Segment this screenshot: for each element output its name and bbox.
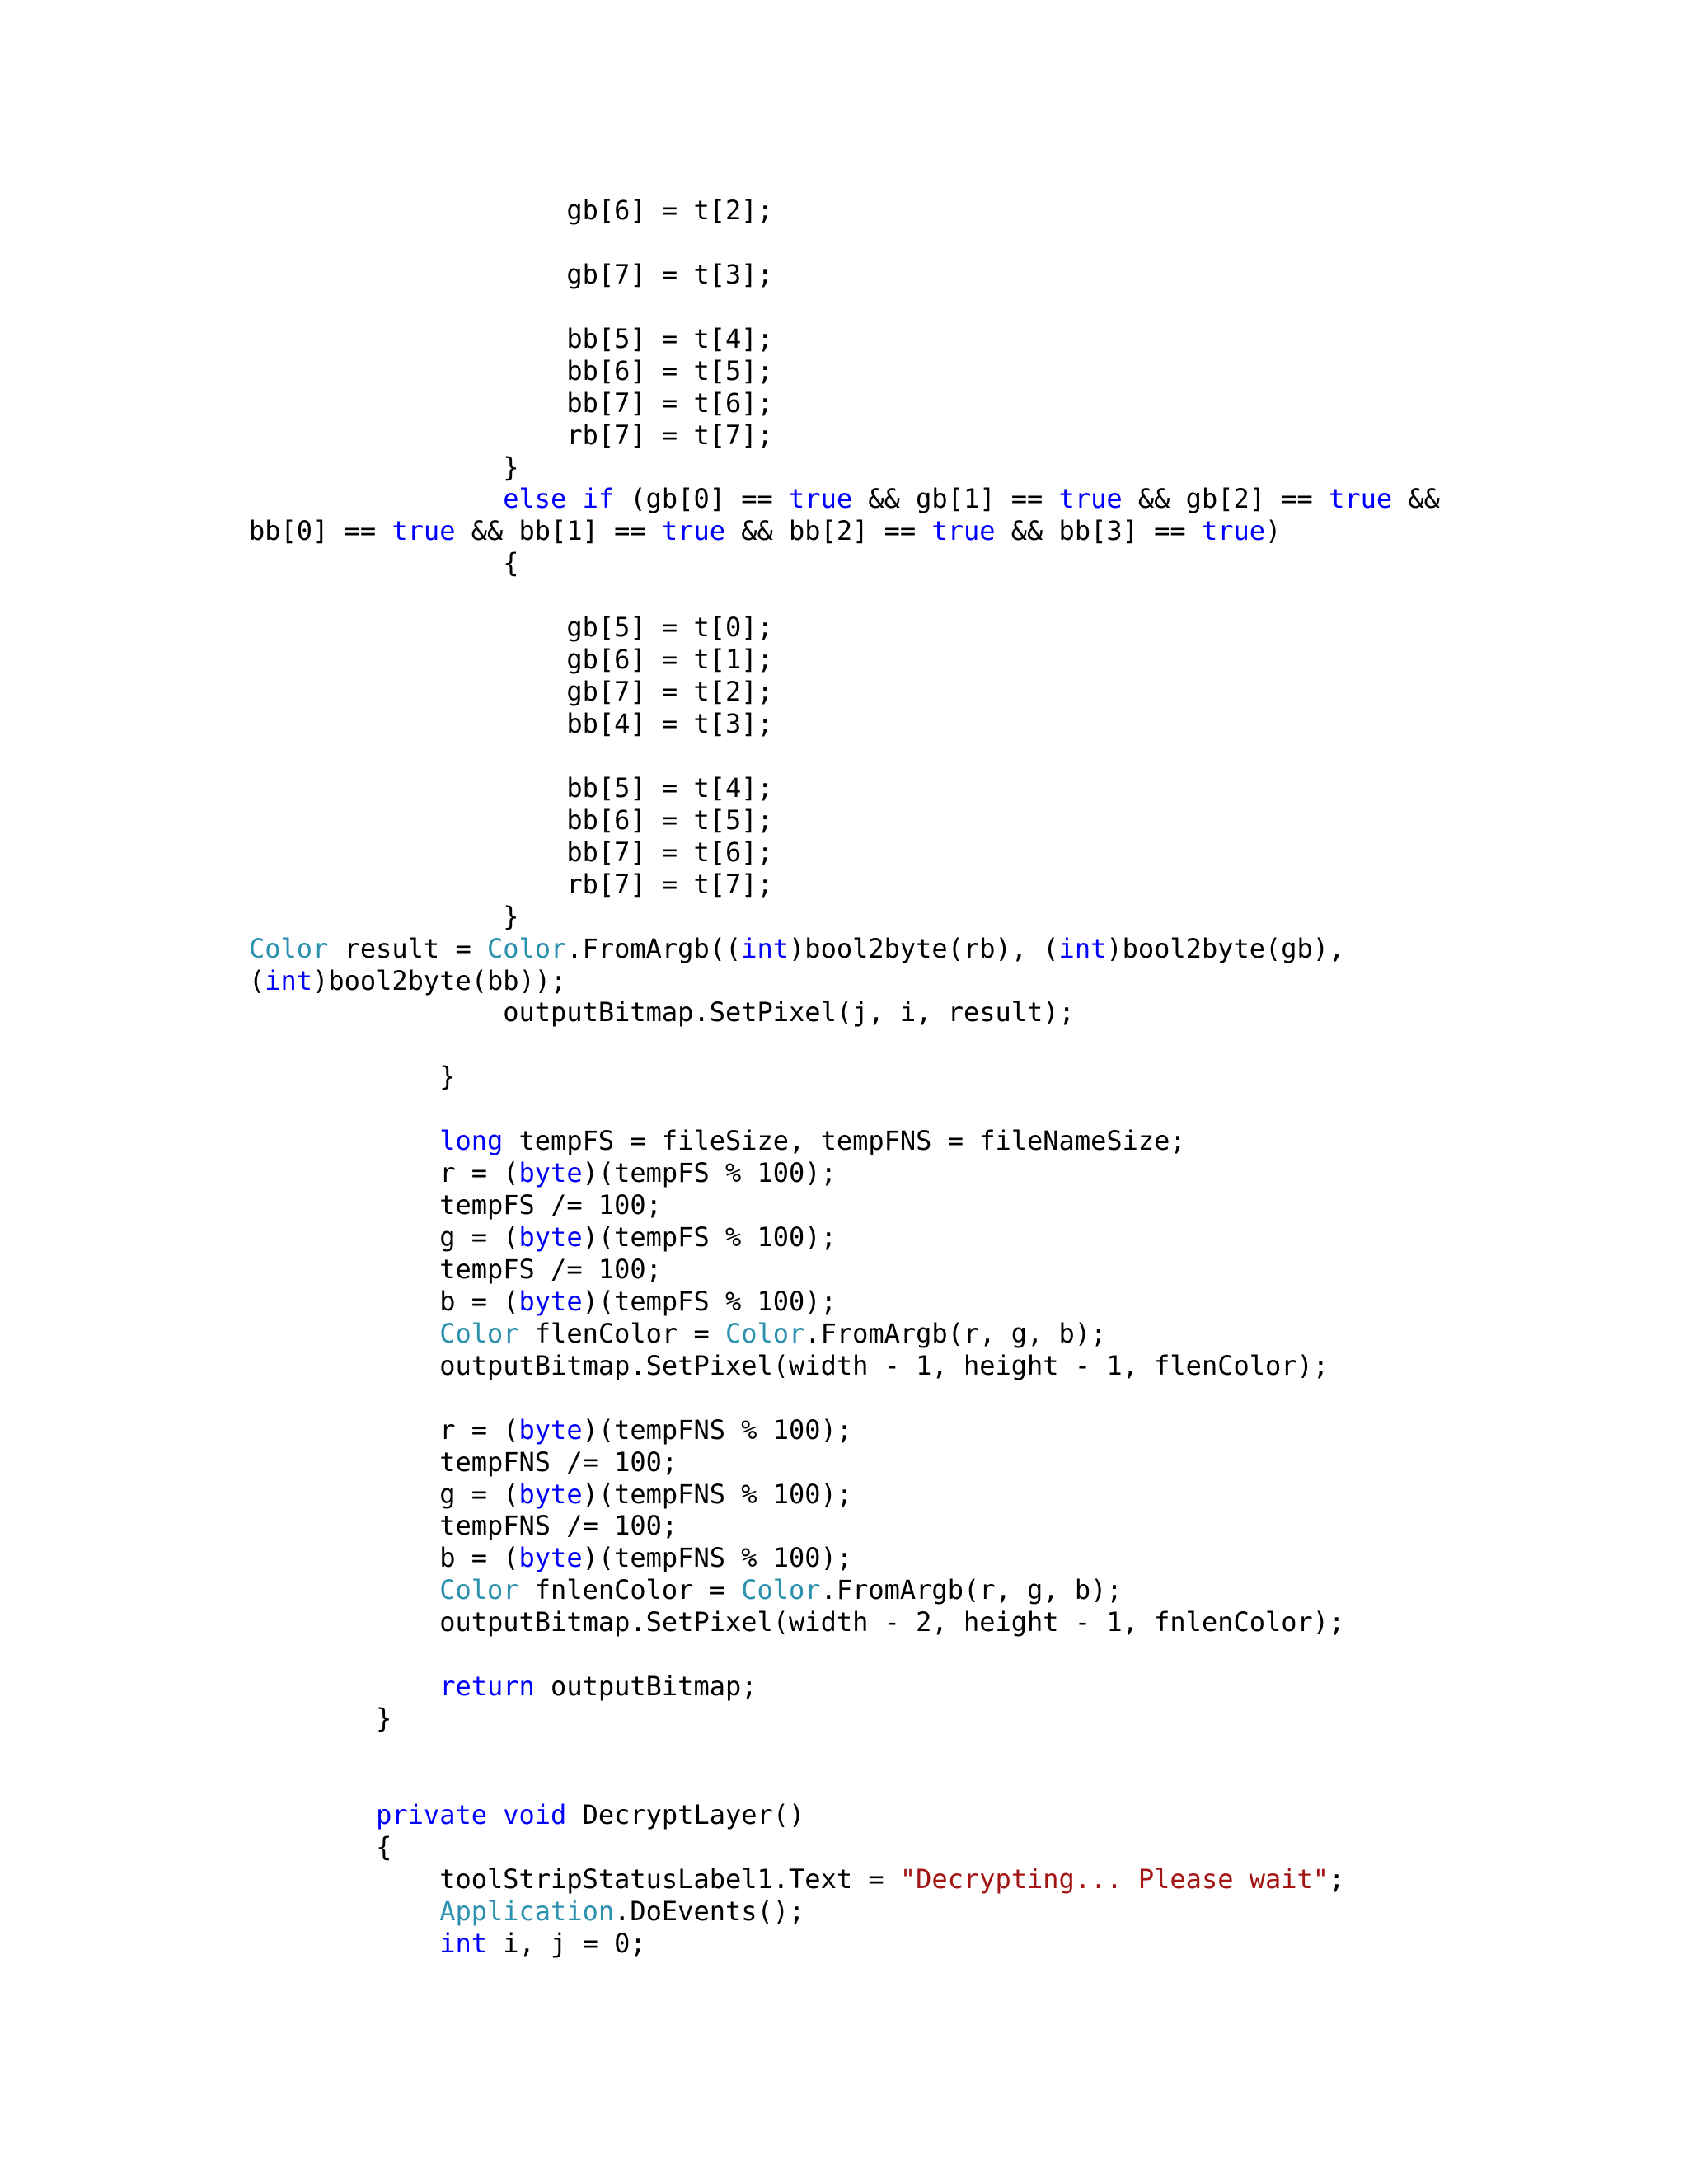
- code-token: {: [249, 1830, 392, 1863]
- code-line: [249, 740, 1688, 772]
- code-token: r = (: [249, 1413, 519, 1446]
- code-line: [249, 1799, 1688, 1831]
- code-token: bb[7] = t[6];: [249, 836, 773, 868]
- code-line: [249, 483, 1688, 515]
- code-token: int: [439, 1927, 487, 1959]
- code-line: [249, 1479, 1688, 1511]
- code-token: tempFNS /= 100;: [249, 1510, 678, 1542]
- code-token: bb[4] = t[3];: [249, 708, 773, 739]
- code-token: (gb[0] ==: [614, 483, 790, 515]
- code-line: [249, 547, 1688, 579]
- code-token: tempFS = fileSize, tempFNS = fileNameSize;: [503, 1125, 1186, 1157]
- code-line: [249, 1286, 1688, 1318]
- code-token: toolStripStatusLabel1.Text =: [249, 1863, 900, 1895]
- code-token: bb[0] ==: [249, 515, 392, 547]
- code-line: [249, 965, 1688, 997]
- code-line: [249, 869, 1688, 901]
- code-token: [249, 1671, 439, 1702]
- code-token: private: [376, 1798, 487, 1830]
- code-token: fnlenColor =: [518, 1574, 742, 1606]
- code-token: gb[7] = t[3];: [249, 258, 773, 290]
- code-token: b = (: [249, 1542, 519, 1574]
- code-line: [249, 708, 1688, 740]
- code-line: [249, 1318, 1688, 1350]
- code-token: true: [1201, 515, 1265, 547]
- code-line: [249, 804, 1688, 837]
- code-token: void: [503, 1798, 567, 1830]
- code-token: true: [661, 515, 725, 547]
- code-line: [249, 1542, 1688, 1574]
- code-token: g = (: [249, 1221, 519, 1253]
- code-line: [249, 1350, 1688, 1382]
- code-token: [249, 1318, 439, 1349]
- code-line: [249, 1414, 1688, 1446]
- code-listing: [249, 194, 1688, 1960]
- code-token: [566, 483, 582, 514]
- code-token: long: [439, 1125, 504, 1157]
- code-line: [249, 1382, 1688, 1414]
- code-line: [249, 452, 1688, 484]
- code-token: }: [249, 900, 519, 932]
- code-token: byte: [518, 1285, 583, 1317]
- code-line: [249, 419, 1688, 452]
- code-token: )(tempFS % 100);: [582, 1285, 837, 1317]
- code-line: [249, 579, 1688, 612]
- code-token: )bool2byte(rb), (: [789, 932, 1059, 964]
- code-token: true: [789, 483, 853, 515]
- code-token: int: [265, 964, 313, 996]
- code-token: gb[6] = t[2];: [249, 194, 773, 226]
- code-token: result =: [328, 932, 487, 964]
- code-line: [249, 323, 1688, 355]
- code-token: else: [503, 483, 567, 515]
- code-token: [249, 1928, 439, 1959]
- code-token: outputBitmap.SetPixel(width - 1, height - 1, flenColor);: [249, 1349, 1329, 1381]
- code-token: byte: [518, 1542, 583, 1574]
- code-line: [249, 1221, 1688, 1254]
- code-token: byte: [518, 1221, 583, 1253]
- code-line: [249, 1093, 1688, 1125]
- code-line: [249, 933, 1688, 965]
- code-token: )(tempFS % 100);: [582, 1221, 837, 1253]
- code-line: [249, 1510, 1688, 1542]
- code-token: return: [439, 1671, 535, 1703]
- code-token: i, j = 0;: [486, 1927, 646, 1959]
- code-line: [249, 612, 1688, 644]
- code-token: outputBitmap;: [534, 1671, 757, 1703]
- code-token: outputBitmap.SetPixel(j, i, result);: [249, 996, 1075, 1029]
- code-token: [249, 1125, 439, 1156]
- code-token: )bool2byte(bb));: [312, 964, 567, 996]
- code-token: int: [1058, 932, 1107, 964]
- code-token: bb[6] = t[5];: [249, 354, 773, 387]
- code-line: [249, 291, 1688, 323]
- code-token: [249, 1799, 376, 1830]
- code-line: [249, 1928, 1688, 1960]
- code-token: Color: [486, 932, 567, 964]
- code-token: ;: [1329, 1863, 1345, 1895]
- code-token: )(tempFNS % 100);: [582, 1478, 853, 1510]
- code-token: bb[6] = t[5];: [249, 804, 773, 836]
- code-token: true: [1058, 483, 1123, 515]
- code-token: &&: [1392, 483, 1440, 515]
- code-line: [249, 1831, 1688, 1863]
- code-token: Color: [724, 1317, 805, 1349]
- code-token: byte: [518, 1413, 583, 1446]
- code-token: g = (: [249, 1478, 519, 1510]
- code-token: tempFNS /= 100;: [249, 1446, 678, 1478]
- code-line: [249, 1735, 1688, 1767]
- code-token: && bb[1] ==: [455, 515, 662, 547]
- code-line: [249, 996, 1688, 1029]
- code-line: [249, 676, 1688, 708]
- code-token: && bb[3] ==: [995, 515, 1202, 547]
- code-token: int: [741, 932, 790, 964]
- code-token: )(tempFS % 100);: [582, 1157, 837, 1189]
- code-token: bb[5] = t[4];: [249, 771, 773, 804]
- code-token: gb[6] = t[1];: [249, 644, 773, 676]
- code-line: [249, 194, 1688, 227]
- code-token: && bb[2] ==: [724, 515, 932, 547]
- code-token: rb[7] = t[7];: [249, 868, 773, 900]
- code-token: && gb[1] ==: [852, 483, 1059, 515]
- code-line: [249, 1703, 1688, 1735]
- code-line: [249, 1606, 1688, 1638]
- code-token: }: [249, 1061, 456, 1093]
- code-token: )bool2byte(gb),: [1106, 932, 1345, 964]
- code-token: && gb[2] ==: [1122, 483, 1329, 515]
- code-line: [249, 1029, 1688, 1061]
- code-token: outputBitmap.SetPixel(width - 2, height - 1, fnlenColor);: [249, 1606, 1345, 1638]
- code-token: [249, 483, 503, 514]
- code-line: [249, 387, 1688, 419]
- code-token: byte: [518, 1157, 583, 1189]
- code-token: bb[5] = t[4];: [249, 322, 773, 354]
- code-token: r = (: [249, 1157, 519, 1189]
- code-line: [249, 1157, 1688, 1189]
- code-token: true: [392, 515, 456, 547]
- code-line: [249, 227, 1688, 259]
- code-token: .FromArgb(r, g, b);: [804, 1317, 1107, 1349]
- code-token: [249, 1896, 439, 1927]
- code-token: flenColor =: [518, 1317, 725, 1349]
- code-token: (: [249, 964, 265, 996]
- code-token: }: [249, 451, 519, 483]
- code-token: .DoEvents();: [614, 1895, 805, 1927]
- code-token: .FromArgb((: [566, 932, 742, 964]
- code-token: bb[7] = t[6];: [249, 387, 773, 419]
- code-token: "Decrypting... Please wait": [899, 1863, 1329, 1895]
- code-token: Application: [439, 1895, 615, 1927]
- code-line: [249, 1863, 1688, 1896]
- code-line: [249, 355, 1688, 387]
- code-token: b = (: [249, 1285, 519, 1317]
- code-token: {: [249, 547, 519, 579]
- code-line: [249, 1061, 1688, 1093]
- code-token: ): [1265, 515, 1282, 547]
- code-token: true: [1329, 483, 1393, 515]
- code-token: Color: [439, 1317, 519, 1349]
- code-token: if: [582, 483, 615, 515]
- code-line: [249, 1638, 1688, 1671]
- code-line: [249, 1896, 1688, 1928]
- code-token: true: [931, 515, 996, 547]
- code-line: [249, 1671, 1688, 1703]
- code-line: [249, 259, 1688, 291]
- code-line: [249, 1189, 1688, 1221]
- code-line: [249, 901, 1688, 933]
- code-token: }: [249, 1703, 392, 1735]
- code-token: gb[7] = t[2];: [249, 676, 773, 708]
- code-line: [249, 1574, 1688, 1606]
- code-line: [249, 837, 1688, 869]
- code-token: Color: [249, 932, 329, 964]
- code-token: Color: [741, 1574, 821, 1606]
- code-token: [249, 1574, 439, 1605]
- code-token: tempFS /= 100;: [249, 1189, 662, 1221]
- code-token: .FromArgb(r, g, b);: [820, 1574, 1123, 1606]
- code-line: [249, 644, 1688, 676]
- code-line: [249, 1767, 1688, 1799]
- code-token: Color: [439, 1574, 519, 1606]
- code-token: gb[5] = t[0];: [249, 612, 773, 644]
- code-line: [249, 1254, 1688, 1286]
- code-token: DecryptLayer(): [566, 1798, 805, 1830]
- code-token: tempFS /= 100;: [249, 1253, 662, 1285]
- code-line: [249, 772, 1688, 804]
- code-token: byte: [518, 1478, 583, 1510]
- code-line: [249, 1125, 1688, 1157]
- code-line: [249, 1446, 1688, 1479]
- code-token: rb[7] = t[7];: [249, 419, 773, 451]
- code-token: [487, 1799, 503, 1830]
- code-token: )(tempFNS % 100);: [582, 1542, 853, 1574]
- code-line: [249, 515, 1688, 547]
- code-token: )(tempFNS % 100);: [582, 1413, 853, 1446]
